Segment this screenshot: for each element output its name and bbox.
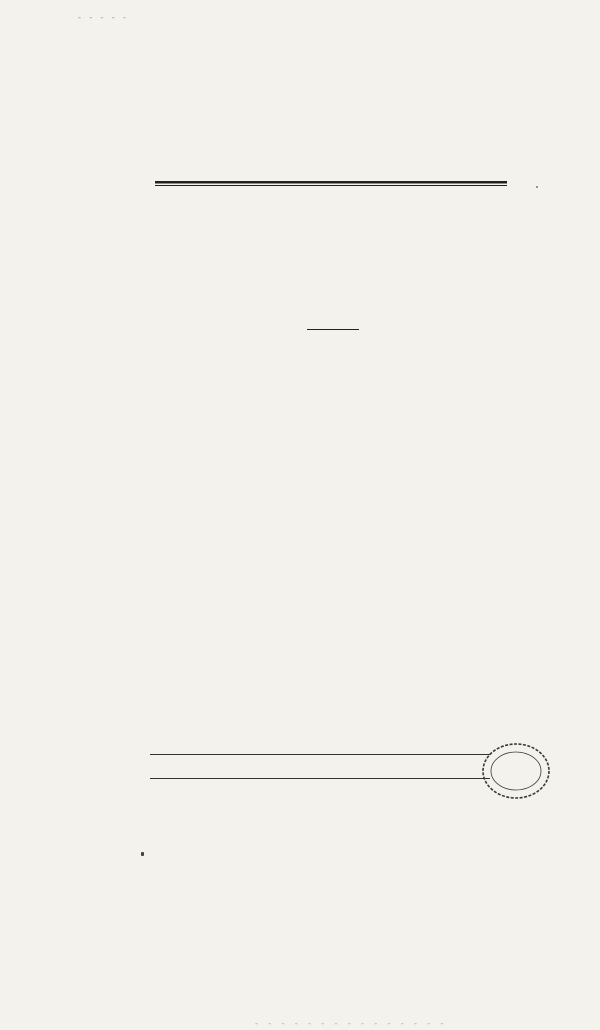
title-rule — [307, 329, 359, 330]
ink-speck — [141, 852, 144, 856]
signature-rule-bottom — [150, 778, 490, 779]
decorative-headpiece — [155, 154, 507, 214]
signature-rule-top — [150, 754, 490, 755]
scan-edge-marks: - - - - - - - - - - - - - - - — [255, 1018, 448, 1028]
scan-edge-marks: - - - - - — [78, 12, 129, 22]
chronicle-body — [172, 366, 512, 372]
ink-speck — [536, 186, 538, 188]
library-stamp — [478, 738, 554, 800]
signature-block — [175, 758, 189, 774]
